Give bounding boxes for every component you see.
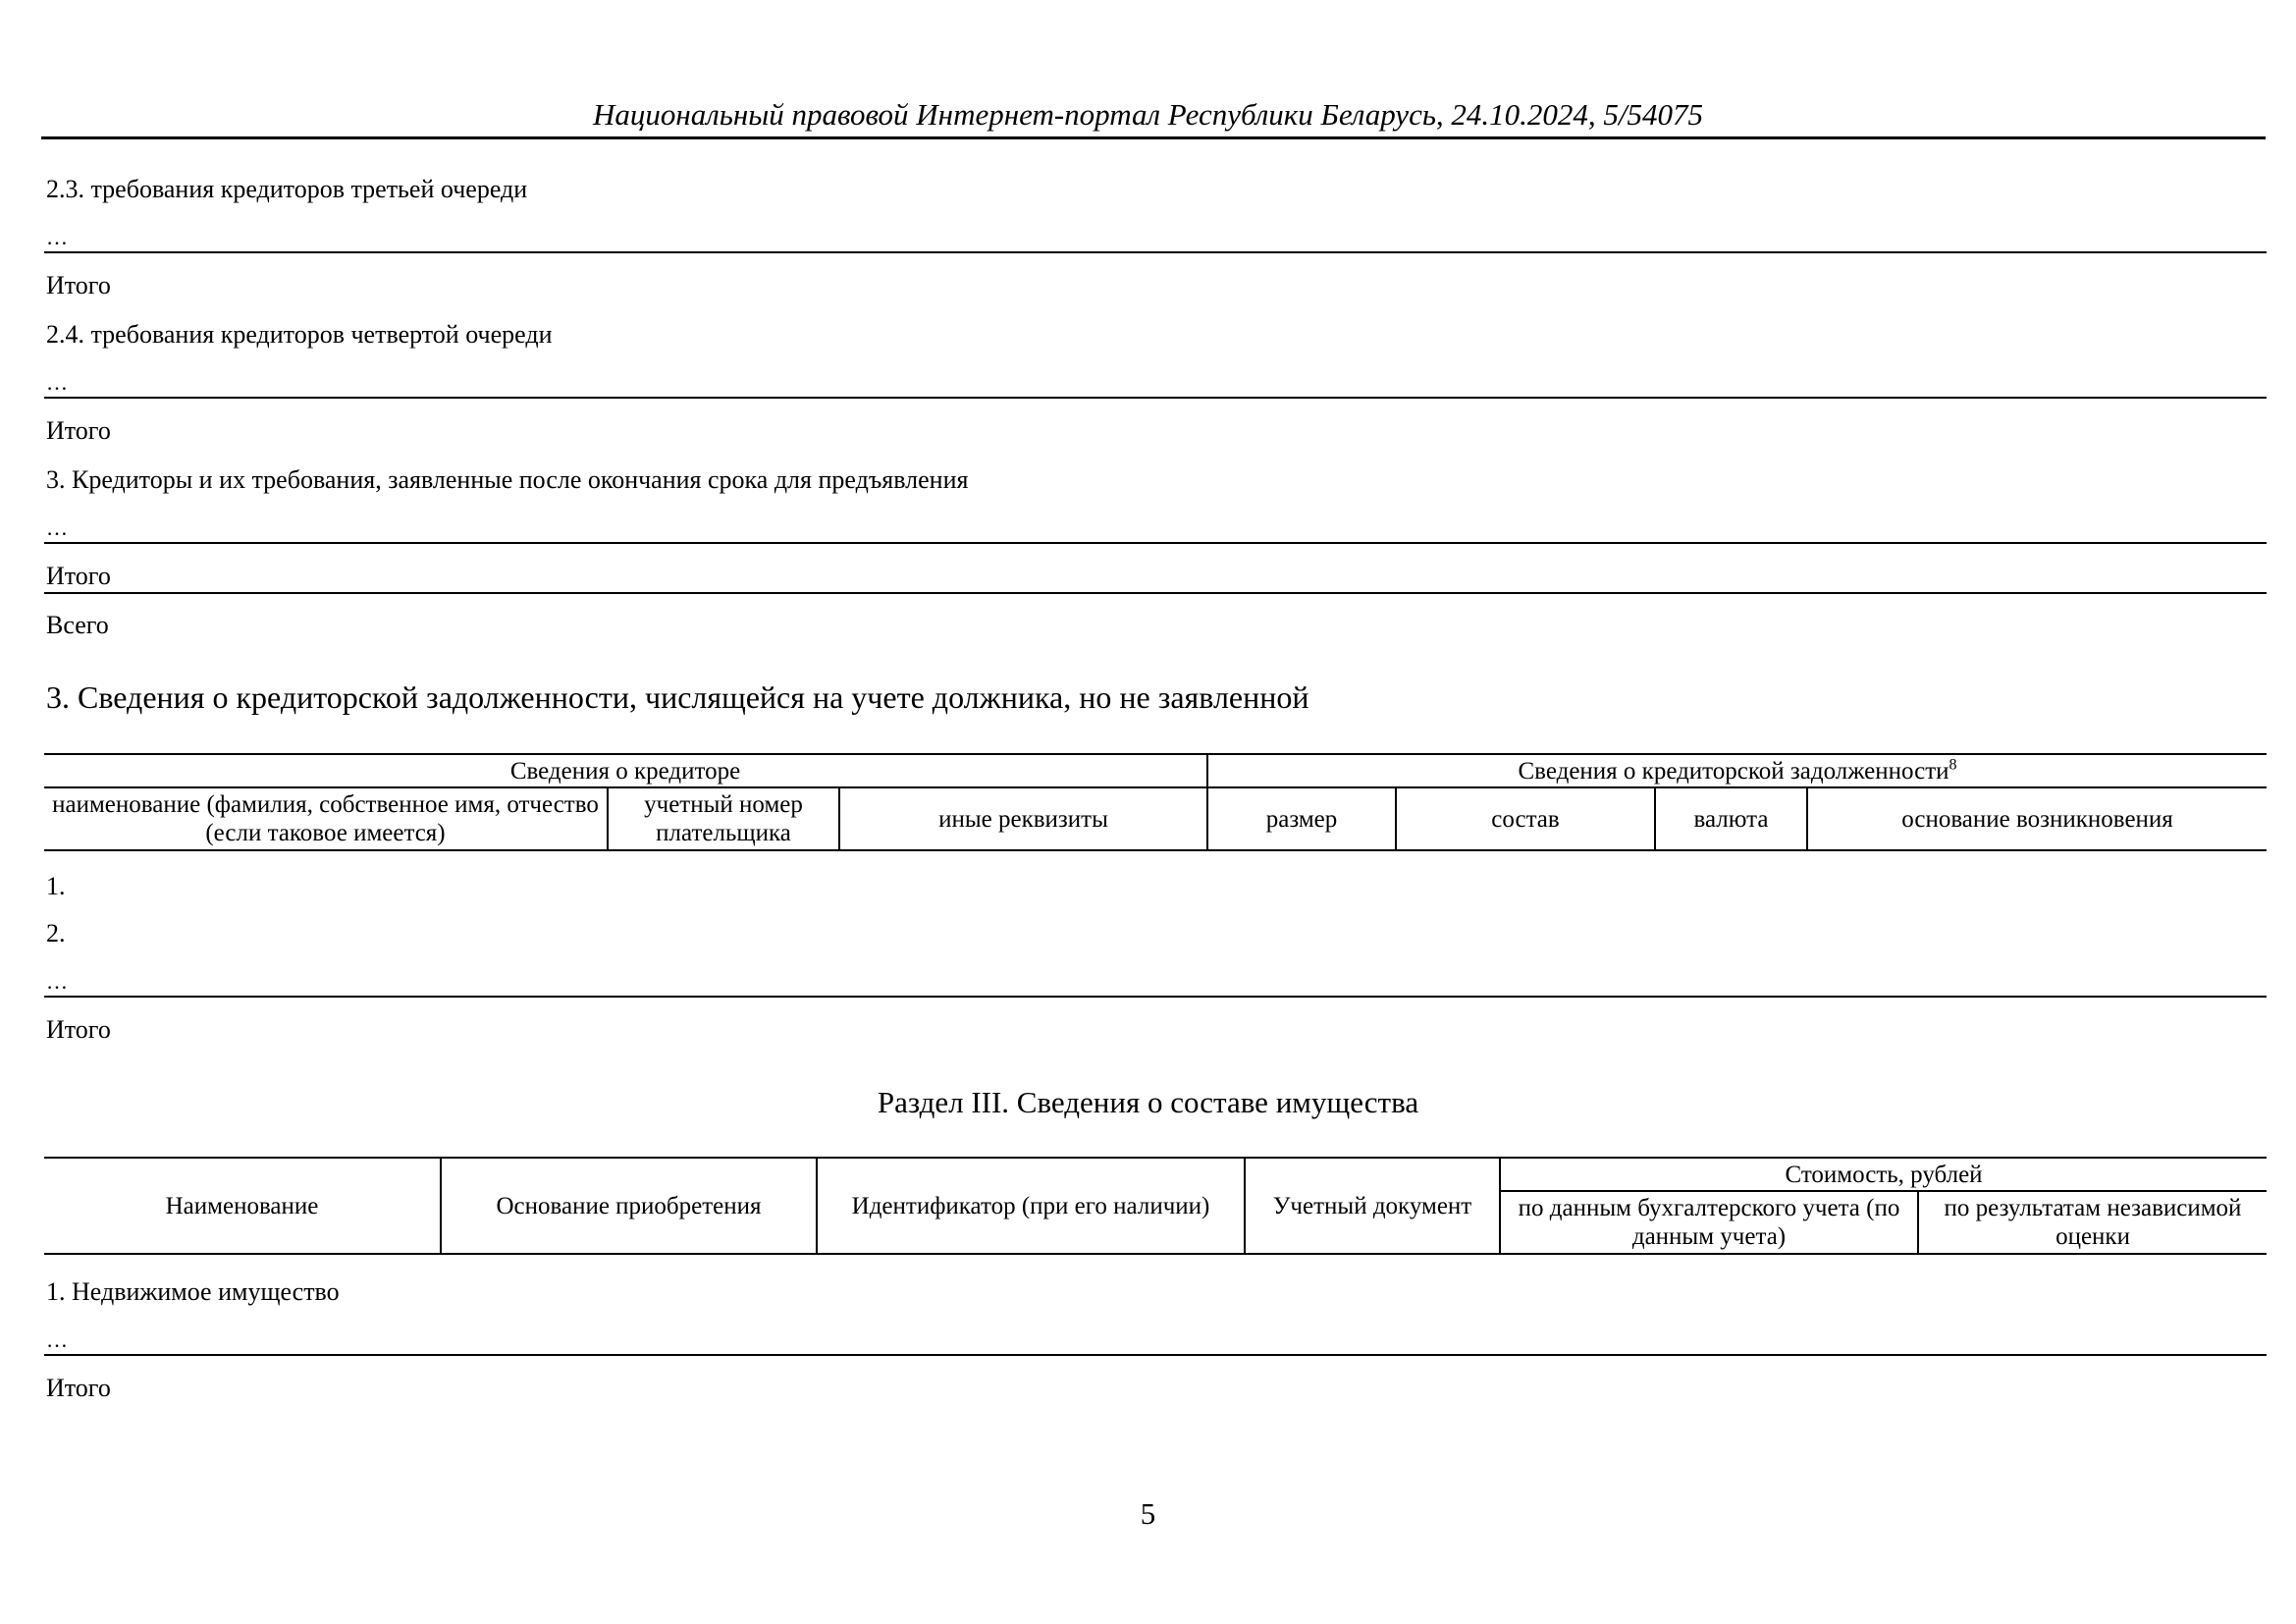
row-rule — [44, 397, 2267, 399]
item-2-3: 2.3. требования кредиторов третьей очереди — [46, 175, 528, 203]
item-2-4: 2.4. требования кредиторов четвертой очереди — [46, 320, 553, 349]
col-property-name: Наименование — [44, 1158, 441, 1254]
col-currency: валюта — [1655, 787, 1807, 850]
row-rule — [44, 542, 2267, 544]
row-rule — [44, 1354, 2267, 1356]
item-real-estate: 1. Недвижимое имущество — [46, 1277, 340, 1306]
cost-group-header: Стоимость, рублей — [1500, 1158, 2267, 1191]
ellipsis-row: … — [46, 515, 68, 540]
ellipsis-row: … — [46, 1327, 68, 1352]
grand-total-label: Всего — [46, 611, 109, 639]
col-independent-value: по результатам независимой оценки — [1918, 1191, 2267, 1254]
ellipsis-row: … — [46, 370, 68, 395]
ellipsis-row: … — [46, 969, 68, 994]
total-label: Итого — [46, 562, 111, 590]
portal-header: Национальный правовой Интернет-портал Республики Беларусь, 24.10.2024, 5/54075 — [592, 97, 1704, 132]
col-creditor-name: наименование (фамилия, собственное имя, отчество (если таковое имеется) — [44, 787, 608, 850]
total-label: Итого — [46, 416, 111, 445]
row-rule — [44, 996, 2267, 998]
ellipsis-row: … — [46, 225, 68, 249]
row-rule — [44, 592, 2267, 594]
page-number: 5 — [1140, 1496, 1156, 1531]
list-item: 2. — [46, 919, 66, 947]
item-3: 3. Кредиторы и их требования, заявленные после окончания срока для предъявления — [46, 465, 969, 494]
col-identifier: Идентификатор (при его наличии) — [817, 1158, 1245, 1254]
creditor-debt-table — [44, 753, 2267, 851]
col-acquisition-basis: Основание приобретения — [441, 1158, 817, 1254]
col-basis: основание возникновения — [1807, 787, 2267, 850]
total-label: Итого — [46, 1015, 111, 1044]
row-rule — [44, 251, 2267, 253]
col-amount: размер — [1207, 787, 1396, 850]
debt-info-header: Сведения о кредиторской задолженности$^8$ — [1207, 754, 2267, 787]
col-payer-number: учетный номер плательщика — [608, 787, 839, 850]
creditor-info-header: Сведения о кредиторе — [44, 754, 1207, 787]
col-composition: состав — [1396, 787, 1655, 850]
total-label: Итого — [46, 271, 111, 299]
col-other-details: иные реквизиты — [839, 787, 1207, 850]
footnote-marker: 8 — [1949, 756, 1957, 774]
total-label: Итого — [46, 1374, 111, 1402]
section-iii-title: Раздел III. Сведения о составе имущества — [877, 1085, 1419, 1119]
col-account-document: Учетный документ — [1245, 1158, 1500, 1254]
section-3-title: 3. Сведения о кредиторской задолженности, числящейся на учете должника, но не заявленной — [46, 679, 1309, 715]
list-item: 1. — [46, 872, 66, 900]
property-table — [44, 1157, 2267, 1255]
col-accounting-value: по данным бухгалтерского учета (по данным учета) — [1500, 1191, 1918, 1254]
header-rule — [41, 136, 2266, 139]
